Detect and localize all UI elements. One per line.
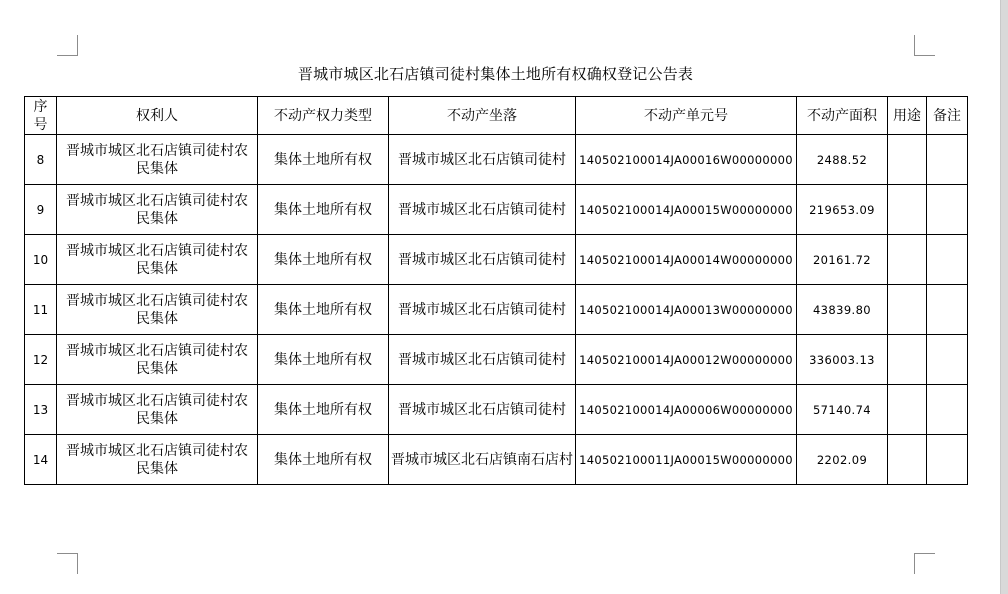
header-area: 不动产面积 — [797, 97, 888, 135]
cell-seq: 8 — [25, 135, 57, 185]
cell-unit-number: 140502100014JA00006W00000000 — [576, 385, 797, 435]
cell-location: 晋城市城区北石店镇司徒村 — [389, 285, 576, 335]
cell-area: 43839.80 — [797, 285, 888, 335]
header-unit-number: 不动产单元号 — [576, 97, 797, 135]
crop-mark-top-left — [57, 35, 78, 56]
cell-right-type: 集体土地所有权 — [258, 285, 389, 335]
header-right-type: 不动产权力类型 — [258, 97, 389, 135]
cell-seq: 12 — [25, 335, 57, 385]
crop-mark-bottom-right — [914, 553, 935, 574]
cell-usage — [888, 135, 927, 185]
cell-location: 晋城市城区北石店镇司徒村 — [389, 185, 576, 235]
crop-mark-bottom-left — [57, 553, 78, 574]
header-seq: 序号 — [25, 97, 57, 135]
cell-area: 336003.13 — [797, 335, 888, 385]
registration-table — [24, 96, 968, 485]
document-title: 晋城市城区北石店镇司徒村集体土地所有权确权登记公告表 — [297, 65, 694, 83]
cell-area: 20161.72 — [797, 235, 888, 285]
table-row — [25, 385, 968, 435]
cell-remark — [927, 185, 968, 235]
cell-owner: 晋城市城区北石店镇司徒村农民集体 — [57, 185, 258, 235]
window-edge-strip — [1000, 0, 1008, 594]
cell-usage — [888, 385, 927, 435]
cell-remark — [927, 135, 968, 185]
cell-owner: 晋城市城区北石店镇司徒村农民集体 — [57, 235, 258, 285]
table-row — [25, 135, 968, 185]
cell-remark — [927, 285, 968, 335]
cell-usage — [888, 285, 927, 335]
cell-unit-number: 140502100011JA00015W00000000 — [576, 435, 797, 485]
cell-unit-number: 140502100014JA00013W00000000 — [576, 285, 797, 335]
cell-usage — [888, 235, 927, 285]
cell-seq: 9 — [25, 185, 57, 235]
cell-location: 晋城市城区北石店镇司徒村 — [389, 235, 576, 285]
cell-remark — [927, 435, 968, 485]
cell-usage — [888, 335, 927, 385]
cell-seq: 10 — [25, 235, 57, 285]
cell-location: 晋城市城区北石店镇司徒村 — [389, 385, 576, 435]
table-row — [25, 185, 968, 235]
cell-owner: 晋城市城区北石店镇司徒村农民集体 — [57, 135, 258, 185]
header-remark: 备注 — [927, 97, 968, 135]
cell-remark — [927, 335, 968, 385]
cell-location: 晋城市城区北石店镇南石店村 — [389, 435, 576, 485]
cell-usage — [888, 435, 927, 485]
cell-remark — [927, 385, 968, 435]
cell-seq: 14 — [25, 435, 57, 485]
cell-location: 晋城市城区北石店镇司徒村 — [389, 135, 576, 185]
header-location: 不动产坐落 — [389, 97, 576, 135]
crop-mark-top-right — [914, 35, 935, 56]
cell-area: 2488.52 — [797, 135, 888, 185]
header-usage: 用途 — [888, 97, 927, 135]
cell-unit-number: 140502100014JA00016W00000000 — [576, 135, 797, 185]
table-row — [25, 285, 968, 335]
cell-area: 2202.09 — [797, 435, 888, 485]
cell-right-type: 集体土地所有权 — [258, 385, 389, 435]
cell-owner: 晋城市城区北石店镇司徒村农民集体 — [57, 285, 258, 335]
cell-right-type: 集体土地所有权 — [258, 235, 389, 285]
table-header-row — [25, 97, 968, 135]
header-owner: 权利人 — [57, 97, 258, 135]
cell-owner: 晋城市城区北石店镇司徒村农民集体 — [57, 335, 258, 385]
cell-location: 晋城市城区北石店镇司徒村 — [389, 335, 576, 385]
cell-unit-number: 140502100014JA00015W00000000 — [576, 185, 797, 235]
cell-unit-number: 140502100014JA00012W00000000 — [576, 335, 797, 385]
cell-unit-number: 140502100014JA00014W00000000 — [576, 235, 797, 285]
cell-area: 219653.09 — [797, 185, 888, 235]
table-row — [25, 235, 968, 285]
cell-usage — [888, 185, 927, 235]
cell-seq: 13 — [25, 385, 57, 435]
cell-right-type: 集体土地所有权 — [258, 435, 389, 485]
cell-owner: 晋城市城区北石店镇司徒村农民集体 — [57, 435, 258, 485]
cell-remark — [927, 235, 968, 285]
cell-right-type: 集体土地所有权 — [258, 335, 389, 385]
table-row — [25, 435, 968, 485]
cell-right-type: 集体土地所有权 — [258, 185, 389, 235]
table-body — [25, 135, 968, 485]
table-row — [25, 335, 968, 385]
cell-seq: 11 — [25, 285, 57, 335]
cell-right-type: 集体土地所有权 — [258, 135, 389, 185]
cell-area: 57140.74 — [797, 385, 888, 435]
cell-owner: 晋城市城区北石店镇司徒村农民集体 — [57, 385, 258, 435]
